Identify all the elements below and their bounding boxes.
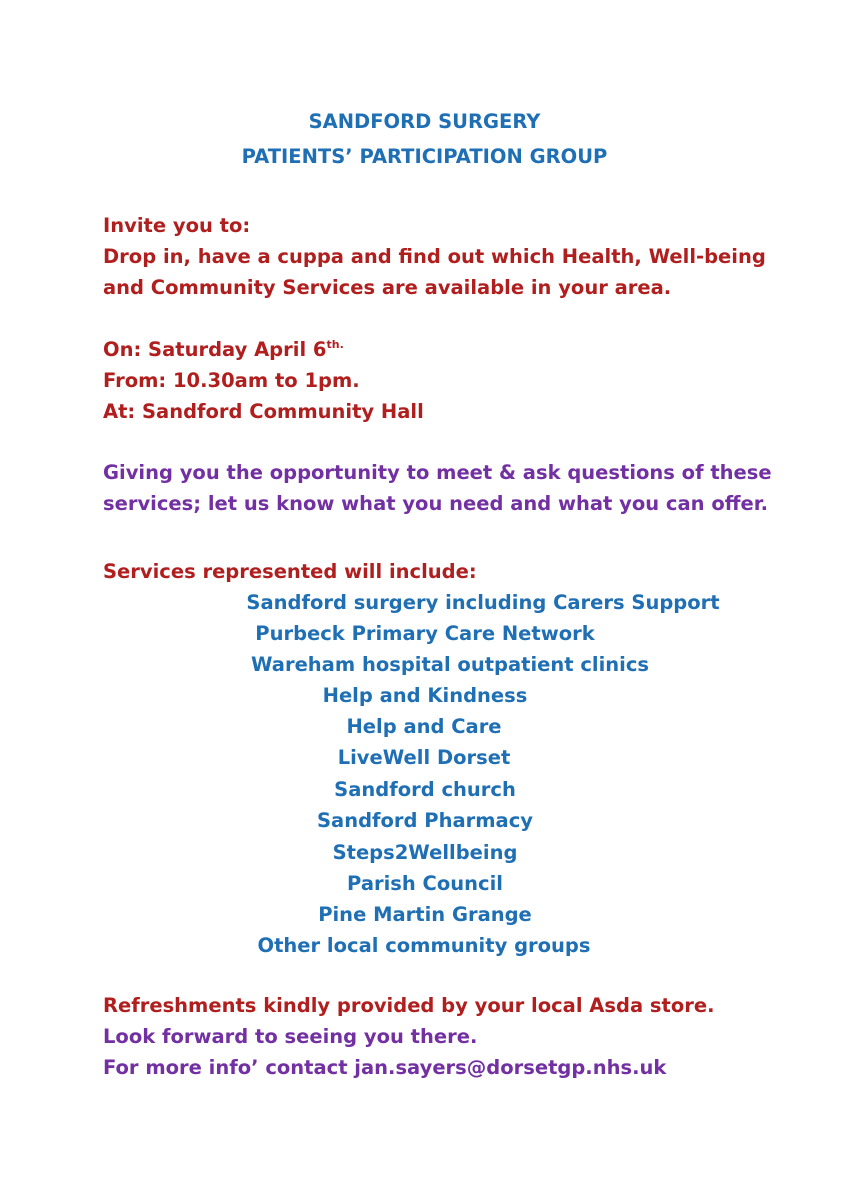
event-location: At: Sandford Community Hall	[103, 400, 424, 423]
opportunity-section	[103, 457, 803, 519]
service-item: Help and Care	[346, 715, 502, 738]
service-item: Sandford church	[334, 778, 516, 801]
event-details	[103, 334, 803, 427]
footer-section	[103, 990, 803, 1083]
invite-heading: Invite you to:	[103, 214, 251, 237]
service-item: Wareham hospital outpatient clinics	[250, 653, 650, 676]
invite-text-line1: Drop in, have a cuppa and find out which Health, Well-being	[103, 245, 766, 268]
service-item: Parish Council	[347, 872, 503, 895]
event-time: From: 10.30am to 1pm.	[103, 369, 360, 392]
service-item: LiveWell Dorset	[337, 746, 511, 769]
service-item: Help and Kindness	[322, 684, 528, 707]
closing-note: Look forward to seeing you there.	[103, 1025, 478, 1048]
event-date	[103, 334, 803, 365]
service-item: Other local community groups	[257, 934, 591, 957]
opportunity-line2: services; let us know what you need and what you can offer.	[103, 492, 768, 515]
contact-info: For more info’ contact jan.sayers@dorsetgp.nhs.uk	[103, 1056, 667, 1079]
services-heading: Services represented will include:	[103, 560, 477, 583]
event-date-suffix: th.	[326, 338, 344, 351]
invite-section	[103, 210, 803, 303]
event-date-text: On: Saturday April 6	[103, 338, 327, 361]
service-item: Sandford surgery including Carers Support	[246, 591, 720, 614]
invite-text-line2: and Community Services are available in your area.	[103, 276, 672, 299]
service-item: Steps2Wellbeing	[332, 841, 518, 864]
refreshments-note: Refreshments kindly provided by your local Asda store.	[103, 994, 715, 1017]
opportunity-line1: Giving you the opportunity to meet & ask questions of these	[103, 461, 772, 484]
service-item: Pine Martin Grange	[318, 903, 532, 926]
organisation-title: SANDFORD SURGERY	[308, 110, 541, 133]
service-item: Sandford Pharmacy	[317, 809, 533, 832]
group-title: PATIENTS’ PARTICIPATION GROUP	[241, 145, 608, 168]
service-item: Purbeck Primary Care Network	[255, 622, 595, 645]
